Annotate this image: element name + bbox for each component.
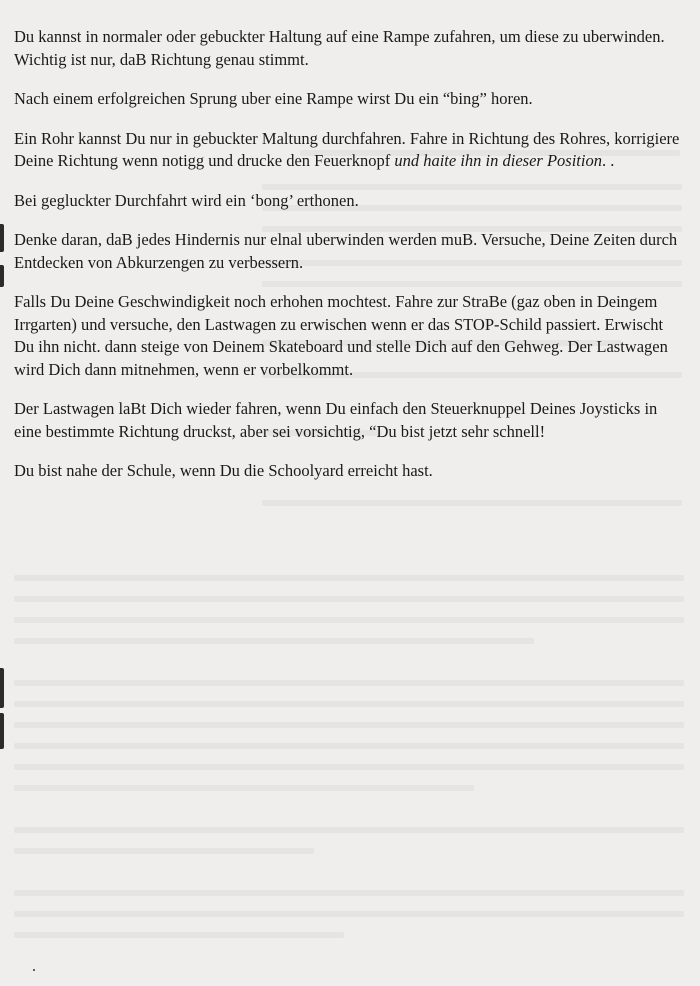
paragraph-hindernis: Denke daran, daB jedes Hindernis nur elnal uberwinden werden muB. Versuche, Deine Zeiten durch Entdecken von Abkurzengen zu verbessern. [14, 230, 678, 272]
paragraph-sprung: Nach einem erfolgreichen Sprung uber eine Rampe wirst Du ein “bing” horen. [14, 89, 533, 108]
binding-mark [0, 224, 4, 252]
rohr-text: Ein Rohr kannst Du nur in gebuckter Maltung durchfahren. Fahre in Richtung des Rohres, korrigiere Deine Richtung wenn notigg und drucke den Feuerknopf [14, 128, 680, 170]
paragraph-rohr [14, 128, 684, 173]
binding-mark [0, 713, 4, 749]
rohr-italic: und haite ihn in dieser Position [394, 151, 602, 170]
binding-mark [0, 668, 4, 708]
paragraph-rampe: Du kannst in normaler oder gebuckter Haltung auf eine Rampe zufahren, um diese zu uberwinden. Wichtig ist nur, daB Richtung genau stimmt. [14, 27, 665, 69]
rohr-end: . . [601, 151, 615, 170]
paragraph-joystick: Der Lastwagen laBt Dich wieder fahren, wenn Du einfach den Steuerknuppel Deines Joysticks in eine bestimmte Richtung druckst, aber sei vorsichtig, “Du bist jetzt sehr schnell! [14, 399, 658, 441]
speck [33, 969, 35, 971]
paragraph-durchfahrt: Bei gegluckter Durchfahrt wird ein ‘bong’ erthonen. [14, 190, 359, 210]
binding-mark [0, 265, 4, 287]
paragraph-schule: Du bist nahe der Schule, wenn Du die Schoolyard erreicht hast. [14, 461, 433, 480]
paragraph-lastwagen: Falls Du Deine Geschwindigkeit noch erhohen mochtest. Fahre zur StraBe (gaz oben in Deingem Irrgarten) und versuche, den Lastwagen zu erwischen wenn er das STOP-Schild passiert. Erwischt Du ihn nicht. dann steige von Deinem Skateboard und stelle Dich auf den Gehweg. Der Lastwagen wird Dich dann mitnehmen, wenn er vorbelkommt. [14, 292, 668, 379]
instructions-text [14, 26, 684, 500]
